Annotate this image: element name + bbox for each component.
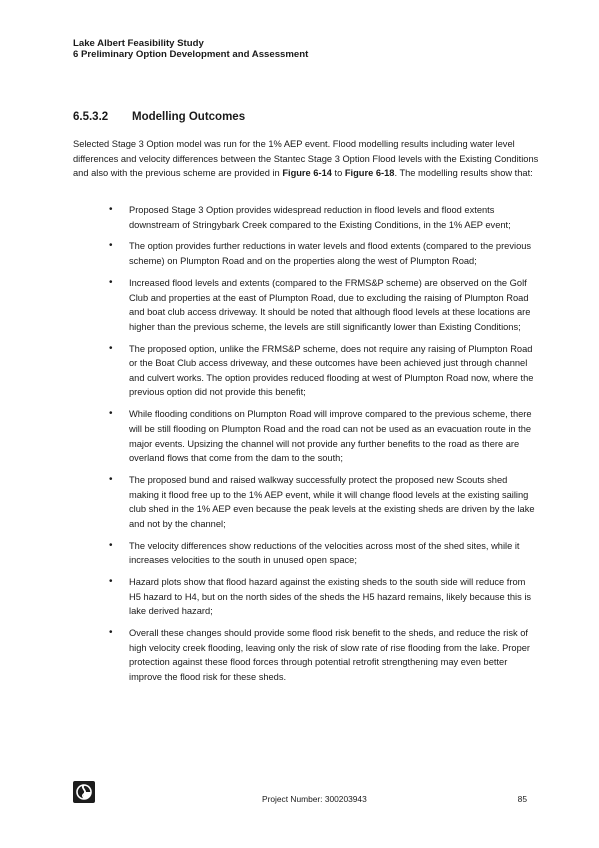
bullet-item: • The proposed bund and raised walkway successfully protect the proposed new Scouts shed making it flood free up to the 1% AEP event, while it will change flood levels at the existing sailing club shed in the 1% AEP even because the peak levels at the existing sheds are driven by the lake and not by the channel; xyxy=(109,473,536,531)
stantec-logo-graphic xyxy=(73,781,95,803)
section-heading xyxy=(73,110,245,124)
page-number: 85 xyxy=(517,794,527,804)
outcomes-bullet-list xyxy=(109,203,536,692)
intro-text-part2: to xyxy=(331,168,345,179)
intro-text-part1: Selected Stage 3 Option model was run for the 1% AEP event. Flood modelling results including water level differences and velocity differences between the Stantec Stage 3 Option Flood levels with the Existing Conditions and also with the previous scheme are provided in xyxy=(73,139,539,179)
bullet-item: • Proposed Stage 3 Option provides widespread reduction in flood levels and flood extents downstream of Stringybark Creek compared to the Existing Conditions, in the 1% AEP event; xyxy=(109,203,536,232)
section-number: 6.5.3.2 xyxy=(73,111,109,123)
project-number: Project Number: 300203943 xyxy=(262,794,367,804)
figure-reference-start[interactable]: Figure 6-14 xyxy=(282,168,332,179)
figure-reference-end[interactable]: Figure 6-18 xyxy=(344,168,395,179)
bullet-item: • While flooding conditions on Plumpton Road will improve compared to the previous scheme, there will be still flooding on Plumpton Road and the road can not be used as an evacuation route in the major events. Upsizing the channel will not provide any further benefits to the road as there are overland flows that come from the dam to the south; xyxy=(109,407,536,465)
section-title: Modelling Outcomes xyxy=(132,111,246,123)
bullet-item: • The velocity differences show reductions of the velocities across most of the shed sites, while it increases velocities to the south in unused open space; xyxy=(109,539,536,568)
bullet-item: • Overall these changes should provide some flood risk benefit to the sheds, and reduce the risk of high velocity creek flooding, leaving only the risk of slow rate of rise flooding from the lake. Proper protection against these flood forces through potential retrofit strengthening may even better improve the flood risk for these sheds. xyxy=(109,626,536,684)
document-header xyxy=(73,38,308,60)
bullet-item: • The option provides further reductions in water levels and flood extents (compared to the previous scheme) on Plumpton Road and on the properties along the west of Plumpton Road; xyxy=(109,239,536,268)
header-study-title: Lake Albert Feasibility Study xyxy=(73,38,204,49)
stantec-logo-icon xyxy=(73,781,95,803)
bullet-item: • The proposed option, unlike the FRMS&P scheme, does not require any raising of Plumpton Road or the Boat Club access driveway, and these outcomes have been achieved just through channel and culvert works. The option provides reduced flooding at west of Plumpton Road now, where the previous option did not provide this benefit; xyxy=(109,342,536,400)
intro-paragraph xyxy=(73,137,543,181)
bullet-item: • Hazard plots show that flood hazard against the existing sheds to the south side will reduce from H5 hazard to H4, but on the north sides of the sheds the H5 hazard remains, likely because this is lake derived hazard; xyxy=(109,575,536,619)
header-chapter-title: 6 Preliminary Option Development and Assessment xyxy=(73,49,309,60)
bullet-item: • Increased flood levels and extents (compared to the FRMS&P scheme) are observed on the Golf Club and properties at the east of Plumpton Road, due to excluding the raising of Plumpton Road and boat club access driveway. It should be noted that although flood levels at these locations are higher than the previous scheme, the levels are still significantly lower than Existing Conditions; xyxy=(109,276,536,334)
intro-text-part3: . The modelling results show that: xyxy=(394,168,533,179)
